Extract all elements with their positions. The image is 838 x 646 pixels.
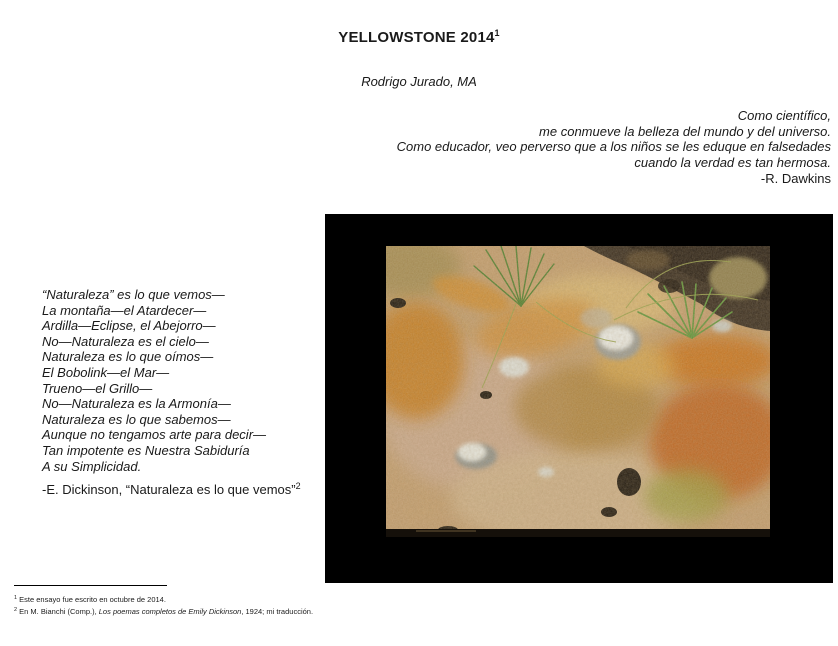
page-title-text: YELLOWSTONE 2014 [338,29,495,46]
footnotes [14,593,514,617]
poem-attribution [42,479,301,498]
photo-frame [325,214,833,583]
poem-line: A su Simplicidad. [42,458,142,474]
poem-attribution-text: -E. Dickinson, “Naturaleza es lo que vemos” [42,482,296,498]
footnote-2-prefix: En M. Bianchi (Comp.), [19,607,99,616]
poem-line: Ardilla—Eclipse, el Abejorro— [42,318,216,334]
poem [42,287,301,498]
poem-line: Naturaleza es lo que oímos— [42,349,214,365]
thermal-mat-photo-art [386,246,770,537]
epigraph-line: me conmueve la belleza del mundo y del universo. [539,123,831,139]
poem-line: El Bobolink—el Mar— [42,364,170,380]
footnote-1-text: Este ensayo fue escrito en octubre de 2014. [19,595,166,604]
epigraph-line: cuando la verdad es tan hermosa. [634,155,831,171]
poem-line: Naturaleza es lo que sabemos— [42,411,231,427]
footnote-2-suffix: , 1924; mi traducción. [241,607,314,616]
poem-line: “Naturaleza” es lo que vemos— [42,287,225,302]
footnote-2-work-title: Los poemas completos de Emily Dickinson [98,607,242,616]
footnote-2 [14,605,514,617]
epigraph-line: Como educador, veo perverso que a los niños se les eduque en falsedades [396,139,831,155]
epigraph-attribution: -R. Dawkins [760,170,831,186]
poem-line: Aunque no tengamos arte para decir— [42,427,267,443]
poem-line: La montaña—el Atardecer— [42,302,207,318]
footnote-2-ref: 2 [14,607,18,613]
poem-attribution-superscript: 2 [295,481,301,492]
epigraph [397,108,831,187]
byline: Rodrigo Jurado, MA [361,74,477,89]
footnote-separator [14,585,167,586]
title-footnote-superscript: 1 [494,28,500,38]
footnote-1-ref: 1 [14,595,18,601]
poem-line: No—Naturaleza es el cielo— [42,333,209,349]
footnote-1 [14,593,514,605]
page-title [0,28,838,46]
poem-line: No—Naturaleza es la Armonía— [42,396,231,412]
epigraph-line: Como científico, [737,108,831,123]
poem-line: Tan impotente es Nuestra Sabiduría [42,442,250,458]
thermal-mat-photo [386,246,770,537]
poem-line: Trueno—el Grillo— [42,380,153,396]
